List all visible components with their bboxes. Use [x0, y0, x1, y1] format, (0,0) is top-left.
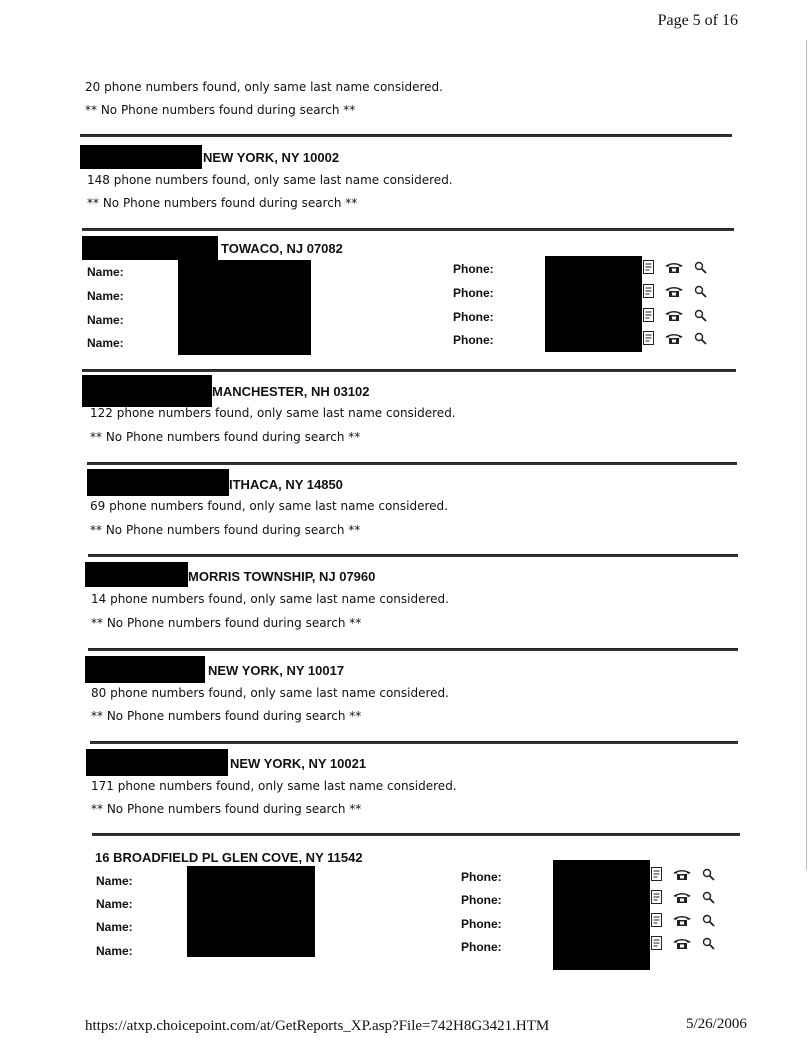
report-icon[interactable]	[651, 913, 662, 927]
redacted-names-box	[187, 866, 315, 957]
entry-none-line: ** No Phone numbers found during search **	[87, 196, 358, 210]
redacted-name-box	[85, 656, 205, 683]
entry-address: MANCHESTER, NH 03102	[212, 384, 370, 399]
entry-none-line: ** No Phone numbers found during search **	[90, 523, 361, 537]
entry-address: NEW YORK, NY 10002	[203, 150, 340, 165]
report-icon[interactable]	[651, 867, 662, 881]
entry-address: MORRIS TOWNSHIP, NJ 07960	[188, 569, 376, 584]
magnifier-icon[interactable]	[694, 309, 707, 322]
magnifier-icon[interactable]	[702, 868, 715, 881]
entry-rule	[80, 134, 732, 137]
entry-none-line: ** No Phone numbers found during search **	[91, 616, 362, 630]
report-icon[interactable]	[643, 284, 654, 298]
entry-count-line: 171 phone numbers found, only same last name considered.	[91, 779, 457, 793]
entry-count-line: 14 phone numbers found, only same last name considered.	[91, 592, 449, 606]
intro-count-line: 20 phone numbers found, only same last name considered.	[85, 80, 443, 94]
entry-address: 16 BROADFIELD PL GLEN COVE, NY 11542	[95, 850, 363, 865]
phone-icon[interactable]	[672, 868, 692, 881]
phone-label: Phone:	[461, 940, 502, 954]
report-icon[interactable]	[651, 890, 662, 904]
phone-icon[interactable]	[664, 261, 684, 274]
footer-url[interactable]: https://atxp.choicepoint.com/at/GetReports_XP.asp?File=742H8G3421.HTM	[85, 1018, 550, 1034]
phone-icon[interactable]	[664, 309, 684, 322]
report-icon[interactable]	[643, 260, 654, 274]
entry-count-line: 80 phone numbers found, only same last name considered.	[91, 686, 449, 700]
entry-address: NEW YORK, NY 10017	[208, 663, 345, 678]
magnifier-icon[interactable]	[702, 891, 715, 904]
report-icon[interactable]	[651, 936, 662, 950]
action-icons	[651, 936, 715, 950]
entry-count-line: 122 phone numbers found, only same last name considered.	[90, 406, 456, 420]
action-icons	[643, 308, 707, 322]
action-icons	[651, 867, 715, 881]
name-label: Name:	[96, 920, 133, 934]
redacted-name-box	[86, 749, 228, 776]
entry-rule	[82, 228, 734, 231]
name-label: Name:	[87, 336, 124, 350]
phone-label: Phone:	[453, 286, 494, 300]
phone-icon[interactable]	[672, 937, 692, 950]
action-icons	[643, 260, 707, 274]
phone-label: Phone:	[461, 870, 502, 884]
phone-icon[interactable]	[672, 914, 692, 927]
redacted-name-box	[80, 145, 202, 169]
entry-count-line: 69 phone numbers found, only same last name considered.	[90, 499, 448, 513]
entry-none-line: ** No Phone numbers found during search **	[90, 430, 361, 444]
redacted-name-box	[82, 375, 212, 407]
name-label: Name:	[96, 944, 133, 958]
entry-none-line: ** No Phone numbers found during search **	[91, 802, 362, 816]
action-icons	[643, 284, 707, 298]
magnifier-icon[interactable]	[694, 285, 707, 298]
entry-rule	[87, 462, 737, 465]
entry-rule	[88, 648, 738, 651]
magnifier-icon[interactable]	[702, 914, 715, 927]
name-label: Name:	[87, 289, 124, 303]
entry-address: ITHACA, NY 14850	[229, 477, 343, 492]
phone-label: Phone:	[461, 893, 502, 907]
redacted-phones-box	[553, 860, 650, 970]
entry-none-line: ** No Phone numbers found during search **	[91, 709, 362, 723]
magnifier-icon[interactable]	[694, 261, 707, 274]
entry-address: TOWACO, NJ 07082	[221, 241, 343, 256]
report-icon[interactable]	[643, 331, 654, 345]
intro-none-line: ** No Phone numbers found during search **	[85, 103, 356, 117]
entry-address: NEW YORK, NY 10021	[230, 756, 367, 771]
name-label: Name:	[96, 874, 133, 888]
redacted-phones-box	[545, 256, 642, 352]
entry-rule	[88, 554, 738, 557]
entry-rule	[92, 833, 740, 836]
action-icons	[651, 890, 715, 904]
report-icon[interactable]	[643, 308, 654, 322]
entry-rule	[82, 369, 736, 372]
entry-rule	[90, 741, 738, 744]
magnifier-icon[interactable]	[694, 332, 707, 345]
right-edge-line	[806, 40, 807, 870]
phone-label: Phone:	[453, 310, 494, 324]
entry-count-line: 148 phone numbers found, only same last name considered.	[87, 173, 453, 187]
phone-label: Phone:	[453, 333, 494, 347]
redacted-name-box	[85, 562, 188, 587]
name-label: Name:	[96, 897, 133, 911]
phone-icon[interactable]	[664, 332, 684, 345]
action-icons	[643, 331, 707, 345]
redacted-name-box	[82, 236, 218, 260]
action-icons	[651, 913, 715, 927]
phone-icon[interactable]	[664, 285, 684, 298]
magnifier-icon[interactable]	[702, 937, 715, 950]
name-label: Name:	[87, 313, 124, 327]
redacted-names-box	[178, 260, 311, 355]
phone-icon[interactable]	[672, 891, 692, 904]
footer-date: 5/26/2006	[686, 1016, 747, 1032]
phone-label: Phone:	[453, 262, 494, 276]
phone-label: Phone:	[461, 917, 502, 931]
redacted-name-box	[87, 469, 229, 496]
page-number: Page 5 of 16	[657, 12, 738, 29]
name-label: Name:	[87, 265, 124, 279]
